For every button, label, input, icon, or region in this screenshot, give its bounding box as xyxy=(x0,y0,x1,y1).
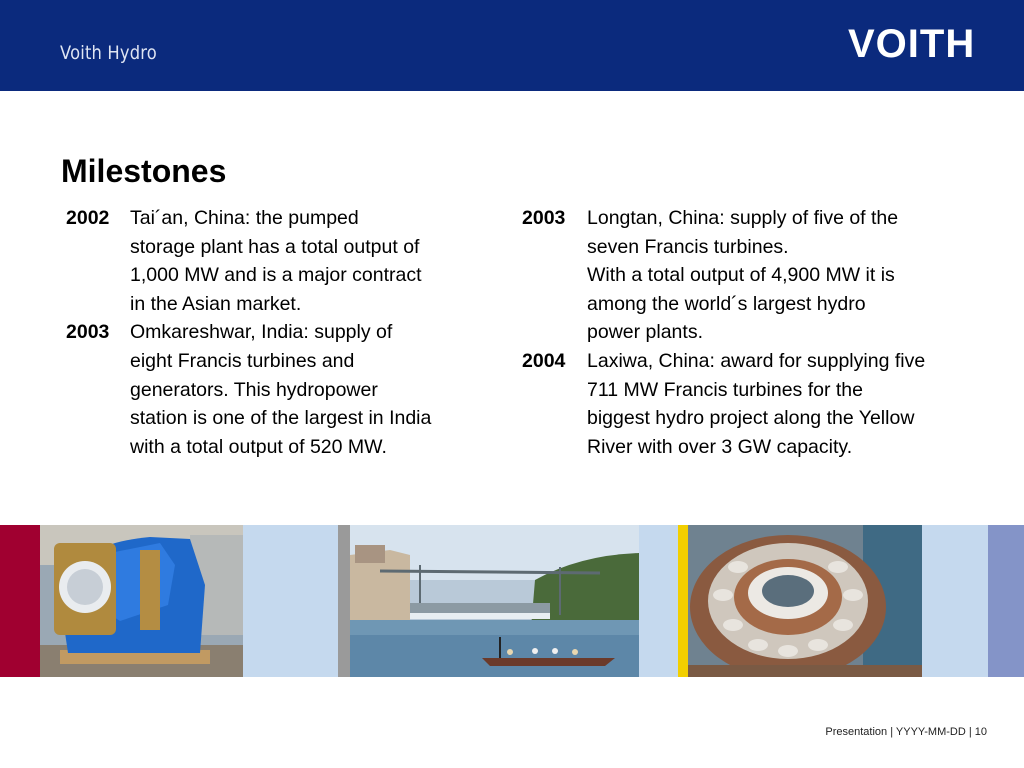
milestone-year: 2003 xyxy=(522,207,566,229)
milestone-text: Longtan, China: supply of five of the seven Francis turbines. With a total output of 4,900 MW it is among the world´s largest hydro power plants. xyxy=(587,207,899,344)
brand-subtitle: Voith Hydro xyxy=(60,42,157,64)
accent-red-block xyxy=(0,525,40,677)
accent-blue-block xyxy=(988,525,1024,677)
runner-assembly-photo xyxy=(688,525,922,677)
milestone-entry xyxy=(66,204,486,318)
header-bar xyxy=(0,0,1024,91)
slide-title: Milestones xyxy=(61,153,227,189)
milestone-text: Tai´an, China: the pumped storage plant has a total output of 1,000 MW and is a major contract in the Asian market. xyxy=(130,207,422,315)
pale-blue-block xyxy=(243,525,338,677)
pale-blue-block xyxy=(922,525,988,677)
dam-river-photo xyxy=(350,525,639,677)
milestones-left-column xyxy=(66,204,486,461)
milestone-entry xyxy=(522,204,982,347)
milestone-text: Omkareshwar, India: supply of eight Francis turbines and generators. This hydropower station is one of the largest in India with a total output of 520 MW. xyxy=(130,321,432,458)
voith-logo: VOITH xyxy=(848,22,976,66)
grey-divider xyxy=(338,525,350,677)
footer-text: Presentation | YYYY-MM-DD | 10 xyxy=(825,726,987,738)
accent-yellow-block xyxy=(678,525,688,677)
milestone-text: Laxiwa, China: award for supplying five 711 MW Francis turbines for the biggest hydro project along the Yellow River with over 3 GW capacity. xyxy=(587,349,926,458)
pale-blue-block xyxy=(639,525,678,677)
milestone-year: 2004 xyxy=(522,349,566,372)
milestone-year: 2003 xyxy=(66,321,110,344)
milestone-year: 2002 xyxy=(66,207,110,229)
turbine-photo xyxy=(40,525,243,677)
milestone-entry xyxy=(66,318,486,461)
milestones-right-column xyxy=(522,204,982,461)
milestone-entry xyxy=(522,347,982,461)
